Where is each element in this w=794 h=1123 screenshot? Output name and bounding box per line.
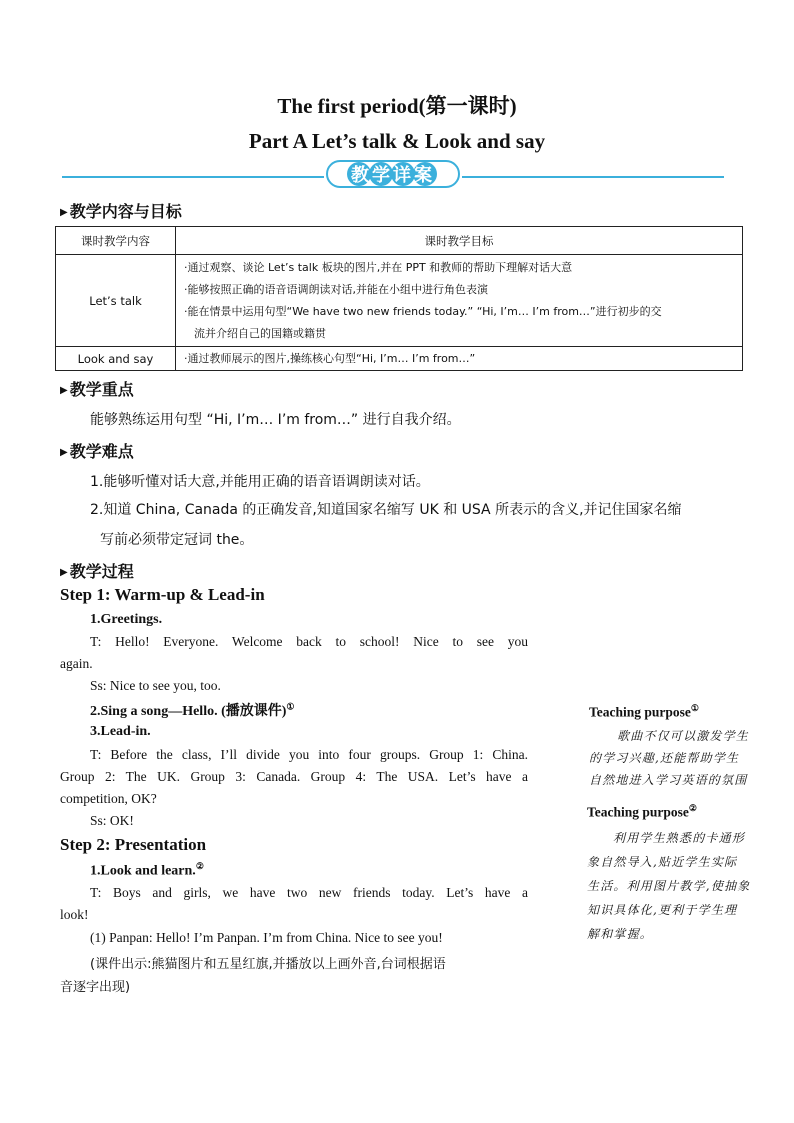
teaching-purpose-1-title: Teaching purpose① <box>589 703 699 720</box>
greetings-response: Ss: Nice to see you, too. <box>90 678 221 693</box>
banner-line-left <box>62 176 324 178</box>
table-cell-content: Let’s talk <box>56 255 176 347</box>
teaching-purpose-1-line: 自然地进入学习英语的氛围 <box>589 773 748 787</box>
teaching-purpose-1-line: 歌曲不仅可以激发学生 <box>617 729 750 743</box>
teaching-purpose-2-line: 知识具体化,更利于学生理 <box>587 903 738 917</box>
section-key-points: ▶ 教学重点 <box>60 380 134 399</box>
section-content-goals: ▶ 教学内容与目标 <box>60 202 182 221</box>
goal-line: 流并介绍自己的国籍或籍贯 <box>194 326 326 340</box>
teaching-purpose-2-line: 利用学生熟悉的卡通形 <box>613 831 746 845</box>
triangle-icon: ▶ <box>60 385 68 396</box>
lead-in-line: competition, OK? <box>60 791 157 806</box>
triangle-icon: ▶ <box>60 207 68 218</box>
goal-line: ·能在情景中运用句型“We have two new friends today.” “Hi, I’m… I’m from…”进行初步的交 <box>184 304 662 318</box>
key-points-text: 能够熟练运用句型 “Hi, I’m… I’m from…” 进行自我介绍。 <box>90 412 461 428</box>
lesson-subtitle: Part A Let’s talk & Look and say <box>248 129 546 153</box>
goal-line: ·通过教师展示的图片,操练核心句型“Hi, I’m… I’m from…” <box>184 351 476 365</box>
courseware-note: 音逐字出现) <box>60 980 131 995</box>
difficulty-item: 写前必须带定冠词 the。 <box>100 532 254 548</box>
triangle-icon: ▶ <box>60 567 68 578</box>
teaching-purpose-2-line: 象自然导入,贴近学生实际 <box>587 855 738 869</box>
step1-title: Step 1: Warm-up & Lead-in <box>60 585 265 604</box>
goal-line: ·能够按照正确的语音语调朗读对话,并能在小组中进行角色表演 <box>184 282 488 296</box>
triangle-icon: ▶ <box>60 447 68 458</box>
lead-in-response: Ss: OK! <box>90 813 134 828</box>
table-cell-goals <box>176 255 743 347</box>
section-difficulties: ▶ 教学难点 <box>60 442 134 461</box>
teaching-purpose-1-line: 的学习兴趣,还能帮助学生 <box>589 751 740 765</box>
step2-title: Step 2: Presentation <box>60 835 207 854</box>
table-header: 课时教学目标 <box>176 227 743 255</box>
look-learn-line: look! <box>60 907 89 922</box>
teaching-purpose-2-line: 生活。利用图片教学,使抽象 <box>587 879 751 893</box>
table-header: 课时教学内容 <box>56 227 176 255</box>
banner-line-right <box>462 176 724 178</box>
courseware-note: (课件出示:熊猫图片和五星红旗,并播放以上画外音,台词根据语 <box>90 957 446 972</box>
greetings-line: again. <box>60 656 93 671</box>
table-cell-content: Look and say <box>56 347 176 371</box>
look-learn-line: T: Boys and girls, we have two new friends today. Let’s have a <box>90 885 528 900</box>
lesson-title: The first period(第一课时) <box>277 94 517 118</box>
look-learn-title: 1.Look and learn.② <box>90 861 204 879</box>
objectives-table <box>55 226 743 371</box>
teaching-purpose-2-line: 解和掌握。 <box>587 927 654 941</box>
lead-in-line: Group 2: The UK. Group 3: Canada. Group 4: The USA. Let’s have a <box>60 769 528 784</box>
lead-in-title: 3.Lead-in. <box>90 724 151 739</box>
difficulty-item: 2.知道 China, Canada 的正确发音,知道国家名缩写 UK 和 USA 所表示的含义,并记住国家名缩 <box>90 502 682 518</box>
table-cell-goals <box>176 347 743 371</box>
sing-song-title: 2.Sing a song—Hello. (播放课件)① <box>90 701 295 719</box>
banner-label: 教学详案 <box>351 165 435 186</box>
difficulty-item: 1.能够听懂对话大意,并能用正确的语音语调朗读对话。 <box>90 474 430 490</box>
section-process: ▶ 教学过程 <box>60 562 134 581</box>
greetings-line: T: Hello! Everyone. Welcome back to school! Nice to see you <box>90 634 528 649</box>
lead-in-line: T: Before the class, I’ll divide you into four groups. Group 1: China. <box>90 747 528 762</box>
greetings-title: 1.Greetings. <box>90 612 163 627</box>
panpan-line: (1) Panpan: Hello! I’m Panpan. I’m from China. Nice to see you! <box>90 930 443 945</box>
teaching-purpose-2-title: Teaching purpose② <box>587 803 697 820</box>
goal-line: ·通过观察、谈论 Let’s talk 板块的图片,并在 PPT 和教师的帮助下理解对话大意 <box>184 260 573 274</box>
